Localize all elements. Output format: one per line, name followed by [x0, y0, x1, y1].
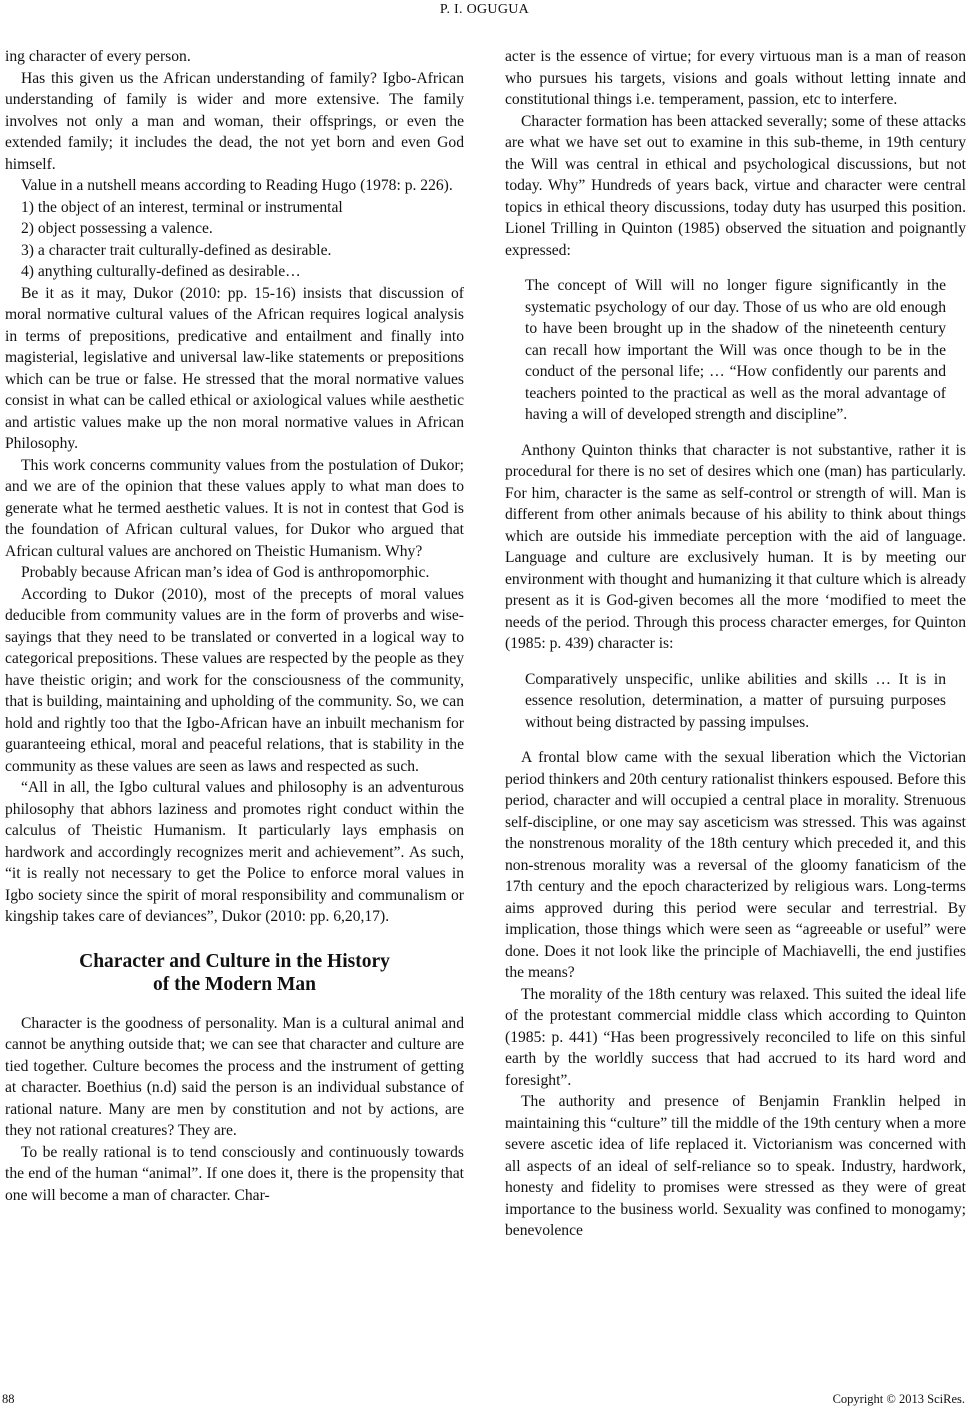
quote-text: Comparatively unspecific, unlike abilities and skills … It is in essence resolution, determination, a matter of pursuing purposes without being distracted by passing impulses. — [525, 670, 946, 731]
left-column — [5, 46, 464, 1206]
list-item: 4) anything culturally-defined as desirable… — [21, 263, 301, 280]
block-quote — [525, 669, 946, 734]
paragraph: A frontal blow came with the sexual liberation which the Victorian period thinkers and 20th century rationalist thinkers espoused. Before this period, character and will occupied a central place in morality. Strenuous self-discipline, or one may say asceticism was stressed. This was against the nonstrenous morality of the 18th century which preceded it, and this non-strenous morality was a reversal of the gloomy fanaticism of the 17th century and the epoch characterized by religious wars. Long-terms aims approved during this period were secular and terrestrial. By implication, those things which were seen as “agreeable or useful” were done. Does it not look like the principle of Machiavelli, the end justifies the means? — [505, 749, 966, 981]
right-column — [505, 46, 966, 1242]
list-item: 1) the object of an interest, terminal or instrumental — [21, 198, 343, 216]
paragraph: This work concerns community values from the postulation of Dukor; and we are of the opinion that these values apply to what man does to generate what he termed aesthetic values. It is not in contest that God is the foundation of African cultural values, for Dukor who argued that African cultural values are anchored on Theistic Humanism. Why? — [5, 456, 464, 560]
paragraph: To be really rational is to tend consciously and continuously towards the end of the human “animal”. If one does it, there is the propensity that one will become a man of character. Char- — [5, 1143, 464, 1204]
page-number: 88 — [2, 1392, 15, 1406]
block-quote — [525, 275, 946, 426]
paragraph: ing character of every person. — [5, 48, 191, 65]
list-item: 3) a character trait culturally-defined as desirable. — [21, 241, 332, 259]
paragraph: Probably because African man’s idea of God is anthropomorphic. — [21, 564, 430, 581]
copyright-notice: Copyright © 2013 SciRes. — [832, 1392, 965, 1406]
paragraph: Value in a nutshell means according to Reading Hugo (1978: p. 226). — [21, 177, 453, 194]
paragraph: Be it as it may, Dukor (2010: pp. 15-16) insists that discussion of moral normative cultural values of the African requires logical analysis in terms of prepositions, predicative and entailment and finally into magisterial, legislative and universal law-like statements or prepositions which can be true or false. He stressed that the moral normative values consist in what can be called ethical or axiological values while aesthetic and artistic values make up the non moral normative values in African Philosophy. — [5, 284, 464, 452]
section-heading — [5, 950, 464, 996]
running-header: P. I. OGUGUA — [439, 2, 530, 17]
paragraph: Anthony Quinton thinks that character is not substantive, rather it is procedural for there is no set of desires which one (man) has particularly. For him, character is the same as self-control or strength of will. Man is different from other animals because of his ability to think about things which are outside his immediate perception with the aid of language. Language and culture are exclusively human. It is by meeting our environment with thought and humanizing it that culture which is already present as it is God-given becomes all the more ‘modified to meet the needs of the period. Through this process character emerges, for Quinton (1985: p. 439) character is: — [505, 441, 966, 652]
paragraph: According to Dukor (2010), most of the precepts of moral values deducible from community values are in the form of proverbs and wise-sayings that they need to be translated or converted in a logical way to categorical prepositions. These values are respected by the people as they have theistic origin; and work for the consciousness of the community, that is building, maintaining and upholding of the community. So, we can hold and rightly too that the Igbo-African have an inbuilt mechanism for guaranteeing ethical, moral and peaceful relations, that is stability in the community as these values are seen as laws and respected as such. — [5, 585, 464, 775]
paragraph: The morality of the 18th century was relaxed. This suited the ideal life of the protestant commercial middle class which according to Quinton (1985: p. 441) “Has been progressively reconciled to life on this sinful earth by the worldly success that had accrued to its hard word and foresight”. — [505, 985, 966, 1089]
paragraph: “All in all, the Igbo cultural values and philosophy is an adventurous philosophy that abhors laziness and promotes right conduct within the calculus of Theistic Humanism. It particularly lays emphasis on hardwork and accordingly recognizes merit and achievement”. As such, “it is really not necessary to get the Police to enforce moral values in Igbo society since the spirit of moral responsibility and communalism or kingship takes care of deviances”, Dukor (2010: pp. 6,20,17). — [5, 779, 464, 925]
list-item: 2) object possessing a valence. — [21, 220, 213, 237]
paragraph: Character is the goodness of personality. Man is a cultural animal and cannot be anything outside that; we can see that character and culture are tied together. Culture becomes the process and the instrument of getting at character. Boethius (n.d) said the person is an individual substance of rational nature. Many are men by constitution and not by actions, are they not rational creatures? They are. — [5, 1014, 464, 1139]
section-heading-line: Character and Culture in the History — [79, 950, 390, 972]
paragraph: Has this given us the African understanding of family? Igbo-African understanding of family is wider and more extensive. The family involves not only a man and woman, their offsprings, or even the extended family; it includes the dead, the not yet born and even God himself. — [5, 69, 464, 173]
paragraph: Character formation has been attacked severally; some of these attacks are what we have set out to examine in this sub-theme, in 19th century the Will was central in ethical and psychological discussions, but not today. Why” Hundreds of years back, virtue and character were central topics in ethical theory discussions, today duty has usurped this position. Lionel Trilling in Quinton (1985) observed the situation and poignantly expressed: — [505, 112, 966, 259]
section-heading-line: of the Modern Man — [152, 973, 317, 995]
paragraph: acter is the essence of virtue; for every virtuous man is a man of reason who pursues his targets, visions and goals without letting innate and constitutional things i.e. temperament, passion, etc to interfere. — [505, 48, 966, 108]
paragraph: The authority and presence of Benjamin Franklin helped in maintaining this “culture” till the middle of the 19th century when a more severe ascetic idea of life replaced it. Victorianism was concerned with all aspects of an ideal of self-reliance so to speak. Industry, hardwork, honesty and fidelity to promises were stressed as they were of great importance to the business world. Sexuality was confined to monogamy; benevolence — [505, 1093, 966, 1239]
quote-text: The concept of Will will no longer figure significantly in the systematic psychology of our day. Those of us who are old enough to have been brought up in the shadow of the nineteenth century can recall how important the Will was once though to be in the conduct of the personal life; … “How confidently our parents and teachers pointed to the practical as well as the moral advantage of having a will of developed strength and discipline”. — [525, 277, 946, 423]
